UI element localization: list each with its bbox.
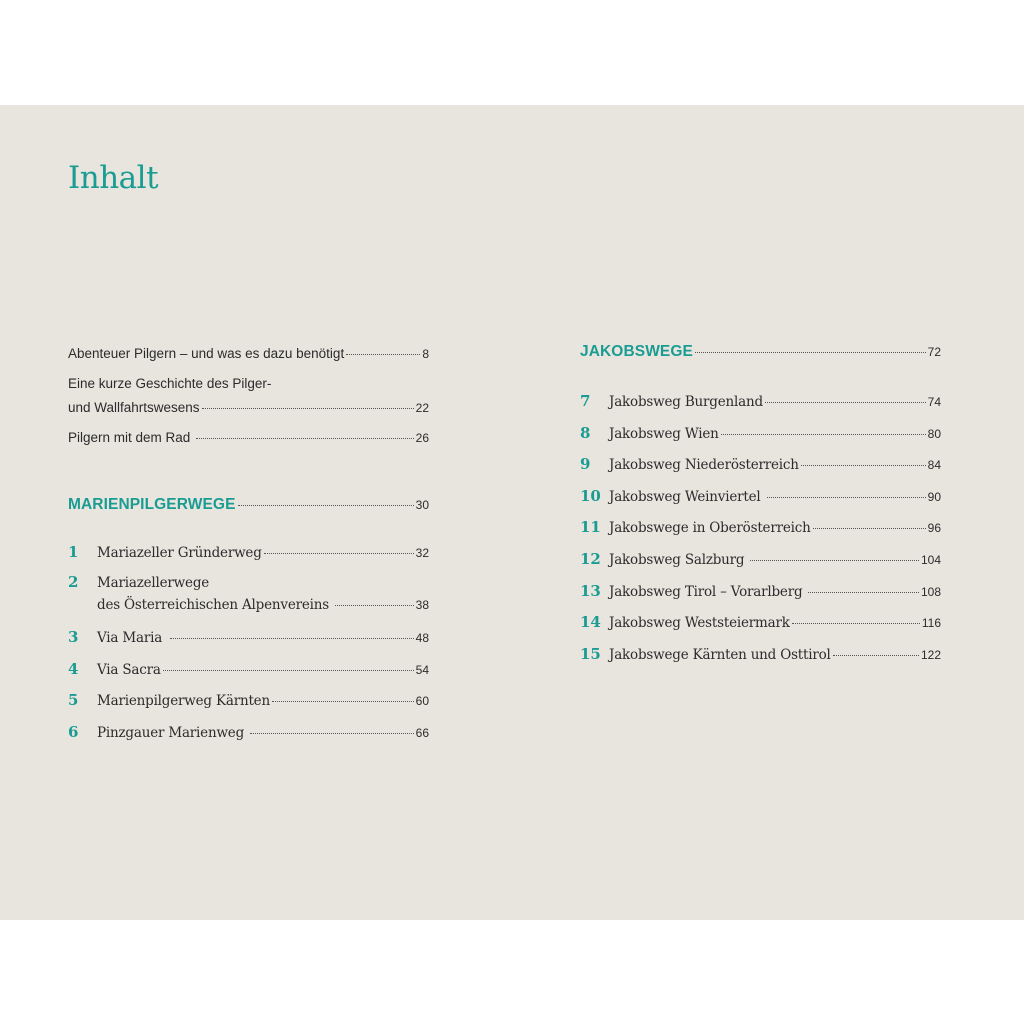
- dot-leader: [250, 733, 414, 734]
- toc-entry[interactable]: [580, 392, 941, 410]
- dot-leader: [833, 655, 919, 656]
- dot-leader: [196, 438, 413, 439]
- dot-leader: [272, 701, 414, 702]
- dot-leader: [808, 592, 919, 593]
- entry-page: 22: [415, 401, 429, 415]
- entry-page: 80: [927, 427, 941, 441]
- entry-number: 14: [580, 613, 601, 631]
- toc-entry[interactable]: [68, 597, 429, 613]
- entry-label: Abenteuer Pilgern – und was es dazu benötigt: [68, 346, 345, 361]
- entry-label: Jakobsweg Weinviertel: [609, 489, 761, 505]
- dot-leader: [721, 434, 926, 435]
- entry-page: 54: [415, 663, 429, 677]
- entry-label: Jakobsweg Wien: [609, 426, 719, 442]
- entry-page: 26: [415, 431, 429, 445]
- dot-leader: [813, 528, 926, 529]
- entry-page: 8: [422, 347, 429, 361]
- entry-number: 4: [68, 660, 79, 678]
- toc-entry[interactable]: [580, 487, 941, 505]
- entry-number: 13: [580, 582, 601, 600]
- dot-leader: [335, 605, 414, 606]
- entry-page: 66: [415, 726, 429, 740]
- dot-leader: [264, 553, 414, 554]
- entry-page: 48: [415, 631, 429, 645]
- section-page: 30: [415, 498, 429, 512]
- entry-label: Jakobswege in Oberösterreich: [609, 520, 811, 536]
- toc-entry[interactable]: [68, 628, 429, 646]
- toc-entry[interactable]: [580, 613, 941, 631]
- entry-page: 90: [927, 490, 941, 504]
- dot-leader: [695, 352, 926, 353]
- entry-number: 12: [580, 550, 601, 568]
- toc-entry[interactable]: [580, 582, 941, 600]
- entry-label: Jakobsweg Niederösterreich: [609, 457, 799, 473]
- entry-label: und Wallfahrtswesens: [68, 400, 200, 415]
- page-title: Inhalt: [68, 160, 159, 196]
- section-page: 72: [927, 345, 941, 359]
- entry-number: 7: [580, 392, 591, 410]
- entry-label-line1: Mariazellerwege: [97, 575, 210, 591]
- toc-entry[interactable]: [68, 691, 429, 709]
- toc-entry-intro-3[interactable]: [68, 430, 429, 445]
- entry-page: 122: [920, 648, 941, 662]
- section-heading-jakobswege[interactable]: [580, 343, 941, 361]
- section-heading-marienpilgerwege[interactable]: [68, 496, 429, 514]
- toc-entry[interactable]: [580, 645, 941, 663]
- entry-page: 104: [920, 553, 941, 567]
- entry-number: 5: [68, 691, 79, 709]
- entry-label: des Österreichischen Alpenvereins: [97, 597, 329, 613]
- dot-leader: [346, 354, 420, 355]
- entry-number: 6: [68, 723, 79, 741]
- entry-number: 1: [68, 543, 79, 561]
- entry-label: Jakobsweg Weststeiermark: [609, 615, 790, 631]
- entry-page: 32: [415, 546, 429, 560]
- entry-number: 9: [580, 455, 591, 473]
- entry-label: Jakobswege Kärnten und Osttirol: [609, 647, 831, 663]
- dot-leader: [163, 670, 414, 671]
- dot-leader: [801, 465, 926, 466]
- entry-page: 60: [415, 694, 429, 708]
- toc-entry[interactable]: [580, 550, 941, 568]
- entry-number: 11: [580, 518, 601, 536]
- dot-leader: [750, 560, 919, 561]
- toc-entry[interactable]: [68, 660, 429, 678]
- entry-label: Marienpilgerweg Kärnten: [97, 693, 270, 709]
- entry-number: 2: [68, 573, 79, 591]
- section-title: MARIENPILGERWEGE: [68, 496, 236, 513]
- entry-page: 84: [927, 458, 941, 472]
- dot-leader: [792, 623, 920, 624]
- toc-entry-line1: [68, 573, 429, 591]
- toc-entry[interactable]: [580, 455, 941, 473]
- section-title: JAKOBSWEGE: [580, 343, 693, 360]
- entry-page: 74: [927, 395, 941, 409]
- toc-entry[interactable]: [580, 518, 941, 536]
- entry-page: 108: [920, 585, 941, 599]
- toc-entry[interactable]: [68, 723, 429, 741]
- toc-entry[interactable]: [580, 424, 941, 442]
- entry-label: Via Maria: [97, 630, 163, 646]
- dot-leader: [170, 638, 414, 639]
- entry-number: 8: [580, 424, 591, 442]
- toc-entry-intro-2[interactable]: [68, 400, 429, 415]
- dot-leader: [238, 505, 414, 506]
- entry-label: Jakobsweg Burgenland: [609, 394, 763, 410]
- entry-number: 15: [580, 645, 601, 663]
- entry-label: Jakobsweg Tirol – Vorarlberg: [609, 584, 803, 600]
- dot-leader: [767, 497, 926, 498]
- entry-number: 10: [580, 487, 601, 505]
- toc-entry[interactable]: [68, 543, 429, 561]
- entry-label: Pilgern mit dem Rad: [68, 430, 191, 445]
- entry-number: 3: [68, 628, 79, 646]
- entry-page: 96: [927, 521, 941, 535]
- dot-leader: [202, 408, 414, 409]
- entry-label: Jakobsweg Salzburg: [609, 552, 745, 568]
- entry-label: Mariazeller Gründerweg: [97, 545, 262, 561]
- entry-page: 116: [921, 616, 941, 630]
- dot-leader: [765, 402, 926, 403]
- toc-entry-intro-1[interactable]: [68, 346, 429, 361]
- entry-label: Pinzgauer Marienweg: [97, 725, 245, 741]
- entry-label-line1: Eine kurze Geschichte des Pilger-: [68, 376, 272, 391]
- entry-page: 38: [415, 598, 429, 612]
- entry-label: Via Sacra: [97, 662, 161, 678]
